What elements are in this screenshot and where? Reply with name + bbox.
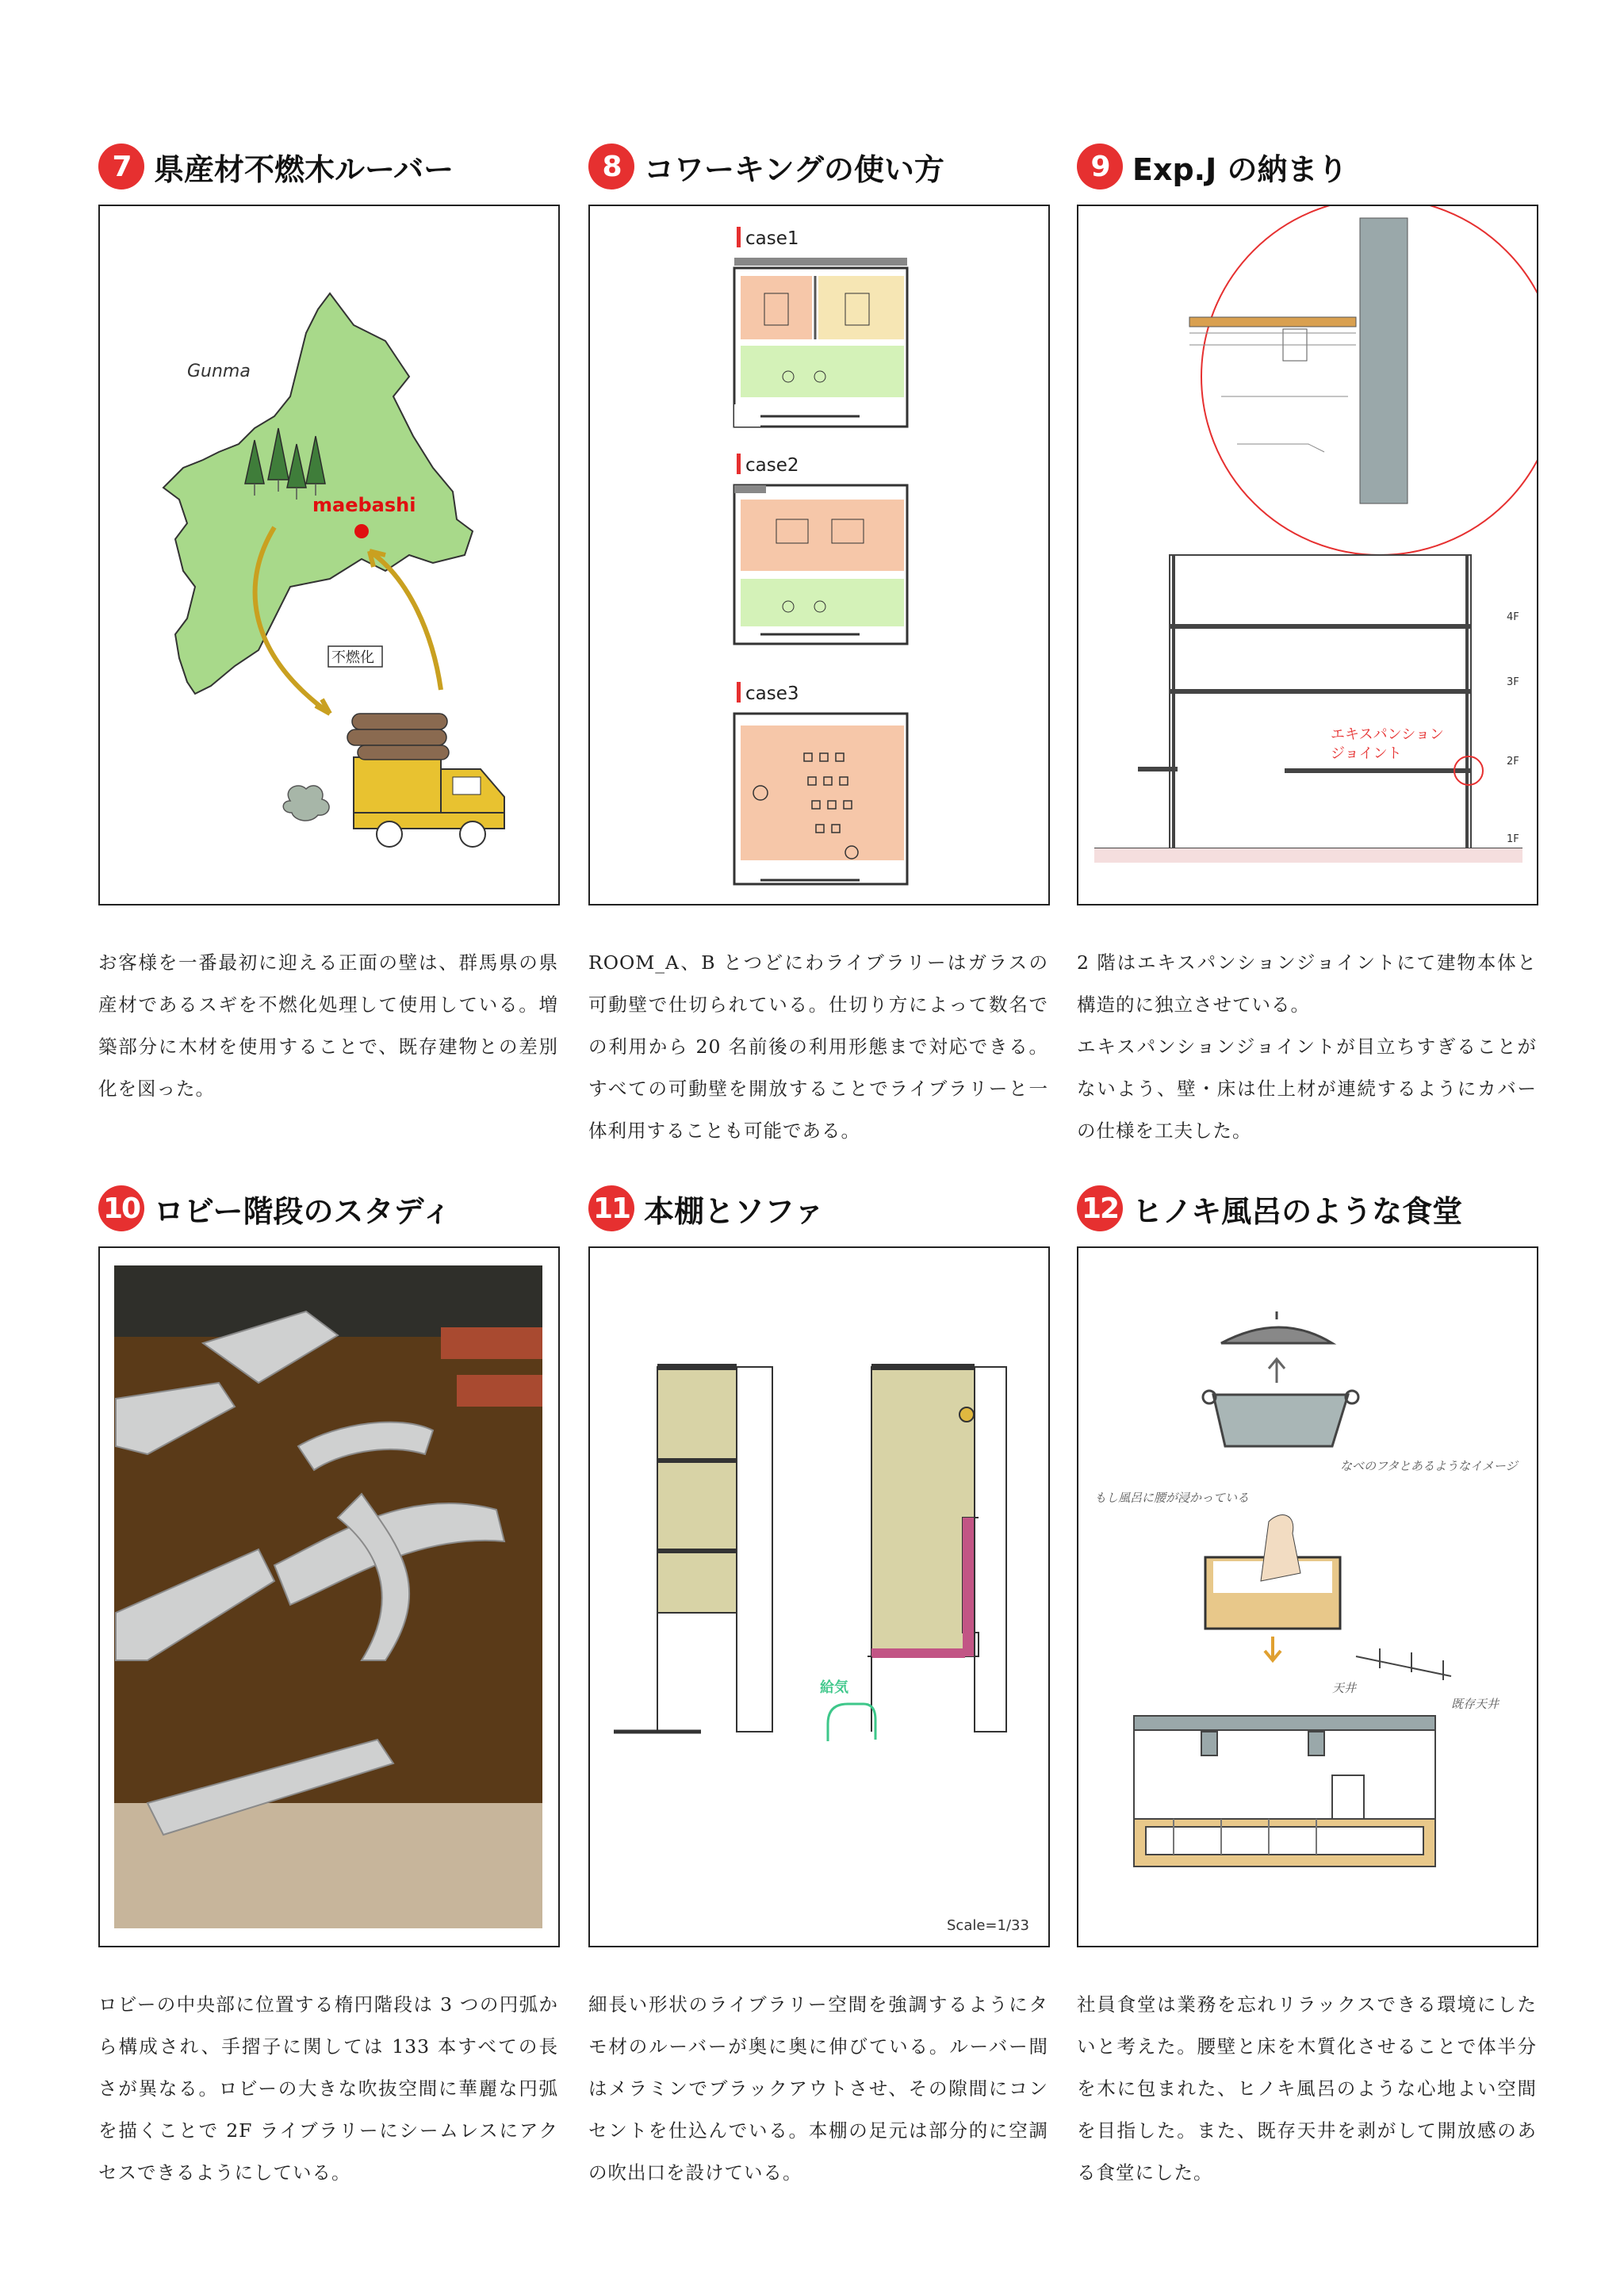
building-section [1094, 555, 1522, 848]
floor-label-2f: 2F [1507, 756, 1519, 768]
section-title: ヒノキ風呂のような食堂 [1132, 1193, 1463, 1229]
note-ceiling: 天井 [1332, 1681, 1357, 1695]
figure-frame [98, 1246, 560, 1947]
section-number-badge: 12 [1077, 1185, 1123, 1231]
section-heading [588, 141, 944, 192]
arrow-in [370, 551, 441, 690]
city-label: maebashi [312, 494, 416, 516]
figure-frame [98, 205, 560, 905]
stair-model-photo [100, 1248, 558, 1946]
sofa-section [868, 1367, 1006, 1732]
floor-label-3f: 3F [1507, 676, 1519, 688]
bookshelf-section [614, 1367, 772, 1732]
figure-frame [1077, 1246, 1538, 1947]
truck-illustration [283, 714, 504, 847]
joint-label-2: ジョイント [1331, 745, 1402, 762]
section-title: ロビー階段のスタディ [154, 1193, 452, 1229]
section-title: Exp.J の納まり [1132, 151, 1348, 187]
gunma-map-illustration [100, 206, 558, 904]
figure-frame [588, 205, 1050, 905]
section-number-badge: 7 [98, 144, 144, 190]
section-body: 細長い形状のライブラリー空間を強調するようにタモ材のルーバーが奥に奥に伸びている。ルーバー間はメラミンでブラックアウトさせ、その隙間にコンセントを仕込んでいる。本棚の足元は部分的に空調の吹出口を設けている。 [588, 1993, 1048, 2184]
section-body: お客様を一番最初に迎える正面の壁は、群馬県の県産材であるスギを不燃化処理して使用している。増築部分に木材を使用することで、既存建物との差別化を図った。 [98, 951, 558, 1100]
case3-plan [734, 714, 907, 884]
case1-plan [734, 258, 907, 427]
case1-label: case1 [745, 228, 799, 249]
section-title: 県産材不燃木ルーバー [154, 151, 454, 187]
note-bath: もし風呂に腰が浸かっている [1094, 1491, 1250, 1505]
section-body: 2 階はエキスパンションジョイントにて建物本体と構造的に独立させている。 エキスパンションジョイントが目立ちすぎることがないよう、壁・床は仕上材が連続するようにカバーの仕様を工夫した。 [1077, 951, 1537, 1142]
section-body: ROOM_A、B とつどにわライブラリーはガラスの可動壁で仕切られている。仕切り方によって数名での利用から 20 名前後の利用形態まで対応できる。すべての可動壁を開放することでライブラリーと一体利用することも可能である。 [588, 951, 1048, 1142]
airflow-arrow [828, 1704, 875, 1741]
fire-proof-stamp: 不燃化 [331, 649, 374, 666]
section-title: コワーキングの使い方 [644, 151, 944, 187]
section-number-badge: 9 [1077, 144, 1123, 190]
expansion-joint-section [1078, 206, 1537, 904]
figure-frame [588, 1246, 1050, 1947]
note-pot: なべのフタとあるようなイメージ [1340, 1459, 1518, 1473]
section-title: 本棚とソファ [644, 1193, 825, 1229]
map-label: Gunma [187, 362, 251, 381]
section-number-badge: 11 [588, 1185, 634, 1231]
city-marker [354, 524, 369, 538]
bookshelf-sofa-sections [590, 1248, 1048, 1946]
section-body: 社員食堂は業務を忘れリラックスできる環境にしたいと考えた。腰壁と床を木質化させることで体半分を木に包まれた、ヒノキ風呂のような心地よい空間を目指した。また、既存天井を剥がして開放感のある食堂にした。 [1077, 1993, 1537, 2184]
note-existing-ceiling: 既存天井 [1451, 1697, 1500, 1711]
case2-plan [734, 485, 907, 644]
coworking-case-plans [590, 206, 1048, 904]
floor-label-1f: 1F [1507, 833, 1519, 845]
figure-frame [1077, 205, 1538, 905]
dining-section-sketch [1134, 1648, 1451, 1866]
section-heading [1077, 1183, 1462, 1234]
floor-label-4f: 4F [1507, 611, 1519, 623]
section-body: ロビーの中央部に位置する楕円階段は 3 つの円弧から構成され、手摺子に関しては 133 本すべての長さが異なる。ロビーの大きな吹抜空間に華麗な円弧を描くことで 2F ライブラリーにシームレスにアクセスできるようにしている。 [98, 1993, 558, 2184]
section-number-badge: 8 [588, 144, 634, 190]
joint-label-1: エキスパンション [1331, 726, 1444, 743]
section-heading [98, 1183, 451, 1234]
dining-sketch [1078, 1248, 1537, 1946]
section-heading [588, 1183, 824, 1234]
pot-sketch [1203, 1311, 1358, 1446]
scale-label: Scale=1/33 [947, 1917, 1029, 1934]
section-number-badge: 10 [98, 1185, 144, 1231]
case3-label: case3 [745, 683, 799, 704]
section-heading [98, 141, 454, 192]
case2-label: case2 [745, 455, 799, 476]
section-heading [1077, 141, 1347, 192]
bath-sketch [1205, 1515, 1340, 1629]
air-supply-label: 給気 [820, 1679, 848, 1696]
